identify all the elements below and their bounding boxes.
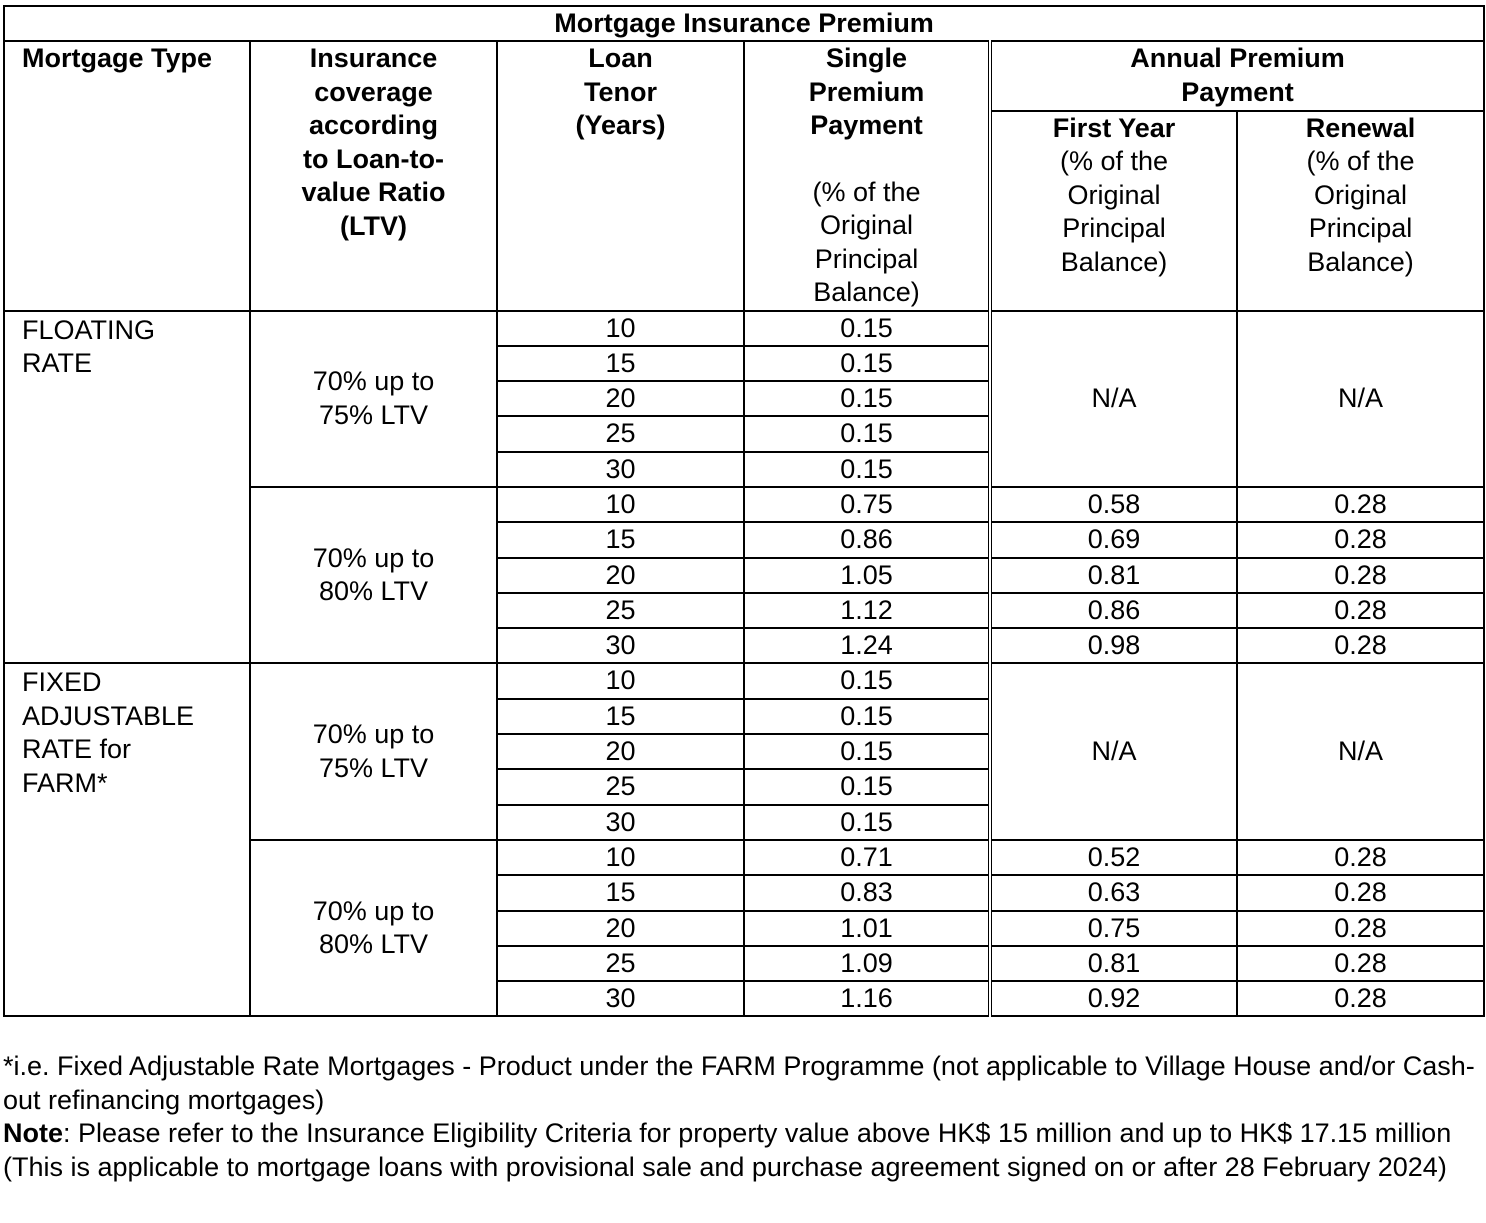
- header-single-premium-sub: (% of the: [812, 176, 921, 207]
- loan-tenor-cell: 25: [497, 769, 744, 804]
- first-year-premium-cell: 0.63: [990, 875, 1237, 910]
- header-single-premium-line: Single: [825, 43, 907, 73]
- ltv-band-line: 70% up to: [312, 366, 435, 397]
- header-single-premium: [744, 41, 990, 311]
- single-premium-cell: 1.16: [744, 981, 990, 1016]
- mortgage-type-line: FARM*: [22, 767, 108, 798]
- header-single-premium-sub: Principal: [814, 243, 919, 274]
- loan-tenor-cell: 10: [497, 840, 744, 875]
- loan-tenor-cell: 30: [497, 628, 744, 663]
- header-renewal-label: Renewal: [1305, 112, 1416, 143]
- single-premium-cell: 0.15: [744, 311, 990, 346]
- loan-tenor-cell: 10: [497, 663, 744, 698]
- mortgage-type-cell: [4, 311, 250, 664]
- loan-tenor-cell: 25: [497, 946, 744, 981]
- renewal-premium-cell: 0.28: [1237, 522, 1484, 557]
- ltv-band-line: 70% up to: [312, 719, 435, 750]
- mortgage-type-line: FIXED: [22, 667, 102, 698]
- mortgage-type-line: RATE for: [22, 734, 132, 765]
- single-premium-cell: 1.01: [744, 911, 990, 946]
- single-premium-cell: 0.15: [744, 769, 990, 804]
- ltv-band-cell: [250, 311, 497, 487]
- single-premium-cell: 0.15: [744, 416, 990, 451]
- header-first-year-sub: (% of the: [1059, 146, 1169, 177]
- header-mortgage-type-label: Mortgage Type: [22, 43, 213, 73]
- single-premium-cell: 1.05: [744, 558, 990, 593]
- mortgage-type-line: FLOATING: [22, 314, 156, 345]
- ltv-band-line: 70% up to: [312, 895, 435, 926]
- renewal-premium-cell: 0.28: [1237, 487, 1484, 522]
- loan-tenor-cell: 30: [497, 452, 744, 487]
- mortgage-type-line: ADJUSTABLE: [22, 700, 195, 731]
- header-insurance-coverage-line: value Ratio: [301, 177, 446, 207]
- header-single-premium-sub: Original: [819, 210, 914, 240]
- header-insurance-coverage-line: according: [308, 110, 439, 140]
- first-year-premium-cell: 0.81: [990, 558, 1237, 593]
- header-spacer: [745, 143, 988, 176]
- header-insurance-coverage-line: to Loan-to-: [303, 143, 444, 174]
- single-premium-cell: 0.15: [744, 699, 990, 734]
- renewal-premium-cell: 0.28: [1237, 911, 1484, 946]
- renewal-premium-cell: 0.28: [1237, 840, 1484, 875]
- loan-tenor-cell: 20: [497, 381, 744, 416]
- single-premium-cell: 0.15: [744, 734, 990, 769]
- header-single-premium-sub: Balance): [813, 277, 920, 307]
- header-renewal-sub: Principal: [1308, 213, 1413, 244]
- first-year-premium-cell: 0.86: [990, 593, 1237, 628]
- single-premium-cell: 0.15: [744, 381, 990, 416]
- ltv-band-cell: [250, 487, 497, 663]
- ltv-band-line: 70% up to: [312, 542, 435, 573]
- mortgage-type-line: RATE: [22, 348, 93, 378]
- ltv-band-cell: [250, 840, 497, 1016]
- single-premium-cell: 0.15: [744, 452, 990, 487]
- header-first-year: [990, 111, 1237, 311]
- renewal-na-cell: N/A: [1237, 663, 1484, 839]
- header-single-premium-line: Payment: [810, 110, 923, 140]
- single-premium-cell: 0.75: [744, 487, 990, 522]
- mortgage-type-cell: [4, 663, 250, 1016]
- header-insurance-coverage-line: Insurance: [309, 43, 438, 73]
- ltv-band-line: 75% LTV: [318, 399, 429, 430]
- header-mortgage-type: [4, 41, 250, 311]
- renewal-na-cell: N/A: [1237, 311, 1484, 487]
- table-body: [4, 311, 1484, 1017]
- header-first-year-sub: Balance): [1060, 246, 1168, 277]
- header-insurance-coverage-line: coverage: [314, 76, 433, 107]
- header-loan-tenor: [497, 41, 744, 311]
- single-premium-cell: 0.15: [744, 805, 990, 840]
- header-renewal-sub: Balance): [1307, 246, 1414, 277]
- single-premium-cell: 0.15: [744, 663, 990, 698]
- loan-tenor-cell: 25: [497, 593, 744, 628]
- header-first-year-sub: Original: [1067, 179, 1161, 210]
- ltv-band-line: 75% LTV: [318, 752, 429, 783]
- renewal-premium-cell: 0.28: [1237, 593, 1484, 628]
- loan-tenor-cell: 30: [497, 981, 744, 1016]
- loan-tenor-cell: 20: [497, 558, 744, 593]
- note-label: Note: [3, 1118, 63, 1148]
- loan-tenor-cell: 15: [497, 346, 744, 381]
- first-year-premium-cell: 0.58: [990, 487, 1237, 522]
- header-insurance-coverage: [250, 41, 497, 311]
- ltv-band-line: 80% LTV: [318, 576, 429, 607]
- header-renewal-sub: Original: [1314, 179, 1408, 210]
- renewal-premium-cell: 0.28: [1237, 875, 1484, 910]
- first-year-premium-cell: 0.75: [990, 911, 1237, 946]
- single-premium-cell: 1.24: [744, 628, 990, 663]
- single-premium-cell: 0.71: [744, 840, 990, 875]
- first-year-premium-cell: 0.98: [990, 628, 1237, 663]
- notes-section: [3, 1050, 1483, 1184]
- loan-tenor-cell: 25: [497, 416, 744, 451]
- note-paragraph: [3, 1117, 1483, 1184]
- table-title: Mortgage Insurance Premium: [4, 6, 1484, 41]
- first-year-na-cell: N/A: [990, 311, 1237, 487]
- note-text: : Please refer to the Insurance Eligibility Criteria for property value above HK$ 15 million and up to HK$ 17.15 million (This is applicable to mortgage loans with provisional sale and purchase agreement signed on or after 28 February 2024): [3, 1118, 1452, 1182]
- single-premium-cell: 0.15: [744, 346, 990, 381]
- header-insurance-coverage-line: (LTV): [340, 210, 407, 241]
- first-year-premium-cell: 0.92: [990, 981, 1237, 1016]
- table-row: [4, 311, 1484, 346]
- header-first-year-sub: Principal: [1062, 213, 1166, 244]
- header-loan-tenor-line: Tenor: [584, 76, 657, 107]
- loan-tenor-cell: 20: [497, 734, 744, 769]
- renewal-premium-cell: 0.28: [1237, 981, 1484, 1016]
- header-renewal: [1237, 111, 1484, 311]
- table-row: [4, 663, 1484, 698]
- premium-table-wrapper: [3, 5, 1483, 1017]
- renewal-premium-cell: 0.28: [1237, 946, 1484, 981]
- loan-tenor-cell: 20: [497, 911, 744, 946]
- header-renewal-sub: (% of the: [1306, 146, 1415, 177]
- footnote-text: *i.e. Fixed Adjustable Rate Mortgages - Product under the FARM Programme (not applicable to Village House and/or Cash-out refinancing mortgages): [3, 1051, 1475, 1115]
- header-annual-premium-line: Payment: [1181, 76, 1294, 107]
- loan-tenor-cell: 15: [497, 875, 744, 910]
- mortgage-insurance-premium-table: [3, 5, 1485, 1017]
- renewal-premium-cell: 0.28: [1237, 628, 1484, 663]
- header-annual-premium: [990, 41, 1484, 111]
- loan-tenor-cell: 15: [497, 522, 744, 557]
- header-single-premium-line: Premium: [808, 76, 925, 107]
- loan-tenor-cell: 10: [497, 487, 744, 522]
- header-loan-tenor-line: Loan: [588, 43, 653, 73]
- renewal-premium-cell: 0.28: [1237, 558, 1484, 593]
- single-premium-cell: 0.86: [744, 522, 990, 557]
- loan-tenor-cell: 10: [497, 311, 744, 346]
- loan-tenor-cell: 30: [497, 805, 744, 840]
- first-year-premium-cell: 0.52: [990, 840, 1237, 875]
- header-loan-tenor-line: (Years): [575, 110, 666, 140]
- ltv-band-line: 80% LTV: [318, 929, 429, 960]
- ltv-band-cell: [250, 663, 497, 839]
- first-year-premium-cell: 0.81: [990, 946, 1237, 981]
- header-annual-premium-line: Annual Premium: [1130, 43, 1345, 73]
- first-year-premium-cell: 0.69: [990, 522, 1237, 557]
- first-year-na-cell: N/A: [990, 663, 1237, 839]
- header-first-year-label: First Year: [1052, 112, 1176, 143]
- single-premium-cell: 0.83: [744, 875, 990, 910]
- single-premium-cell: 1.12: [744, 593, 990, 628]
- loan-tenor-cell: 15: [497, 699, 744, 734]
- single-premium-cell: 1.09: [744, 946, 990, 981]
